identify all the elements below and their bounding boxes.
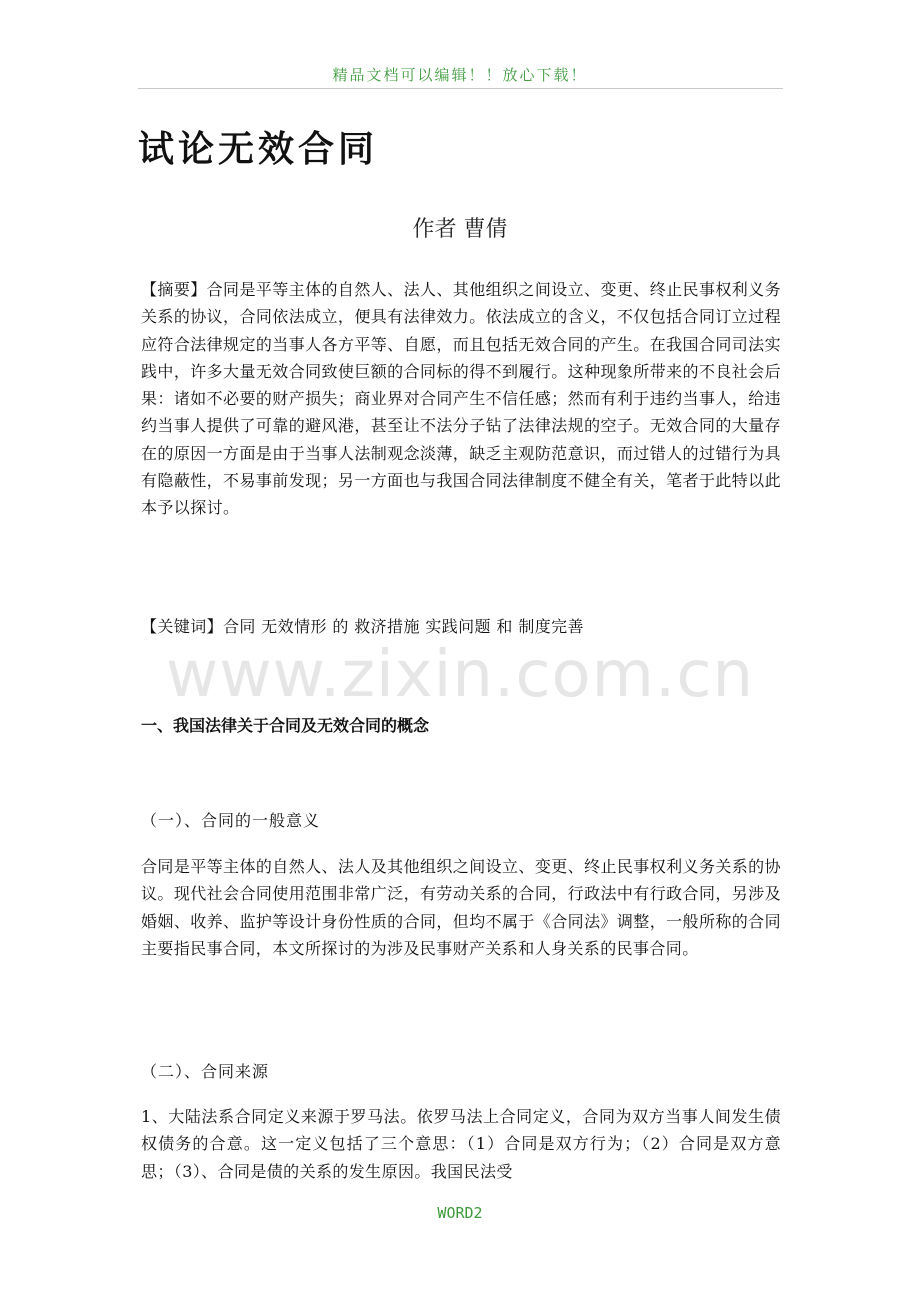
document-title: 试论无效合同 [138,129,379,170]
subsection-heading-2: （二）、合同来源 [141,1062,270,1081]
section-heading-1: 一、我国法律关于合同及无效合同的概念 [141,716,430,735]
subsection-1-paragraph: 合同是平等主体的自然人、法人及其他组织之间设立、变更、终止民事权利义务关系的协议。现代社会合同使用范围非常广泛，有劳动关系的合同，行政法中有行政合同，另涉及婚姻、收养、监护等设计身份性质的合同，但均不属于《合同法》调整，一般所称的合同主要指民事合同，本文所探讨的为涉及民事财产关系和人身关系的民事合同。 [141,857,781,958]
subsection-2-paragraph: 1、大陆法系合同定义来源于罗马法。依罗马法上合同定义，合同为双方当事人间发生债权债务的合意。这一定义包括了三个意思：（1）合同是双方行为；（2）合同是双方意思；（3）、合同是债的关系的发生原因。我国民法受 [141,1107,781,1181]
header-divider [138,88,783,89]
page-footer: WORD2 [437,1204,483,1222]
subsection-heading-1: （一）、合同的一般意义 [141,811,321,830]
document-author: 作者 曹倩 [412,217,508,242]
keywords-line: 【关键词】合同 无效情形 的 救济措施 实践问题 和 制度完善 [141,617,584,636]
abstract-paragraph: 【摘要】合同是平等主体的自然人、法人、其他组织之间设立、变更、终止民事权利义务关系的协议，合同依法成立，便具有法律效力。依法成立的含义，不仅包括合同订立过程应符合法律规定的当事人各方平等、自愿，而且包括无效合同的产生。在我国合同司法实践中，许多大量无效合同致使巨额的合同标的得不到履行。这种现象所带来的不良社会后果：诸如不必要的财产损失；商业界对合同产生不信任感；然而有利于违约当事人，给违约当事人提供了可靠的避风港，甚至让不法分子钻了法律法规的空子。无效合同的大量存在的原因一方面是由于当事人法制观念淡薄，缺乏主观防范意识，而过错人的过错行为具有隐蔽性，不易事前发现；另一方面也与我国合同法律制度不健全有关，笔者于此特以此本予以探讨。 [141,280,781,518]
watermark: www.zixin.com.cn [165,638,755,712]
header-note: 精品文档可以编辑！！放心下载！ [332,66,588,84]
